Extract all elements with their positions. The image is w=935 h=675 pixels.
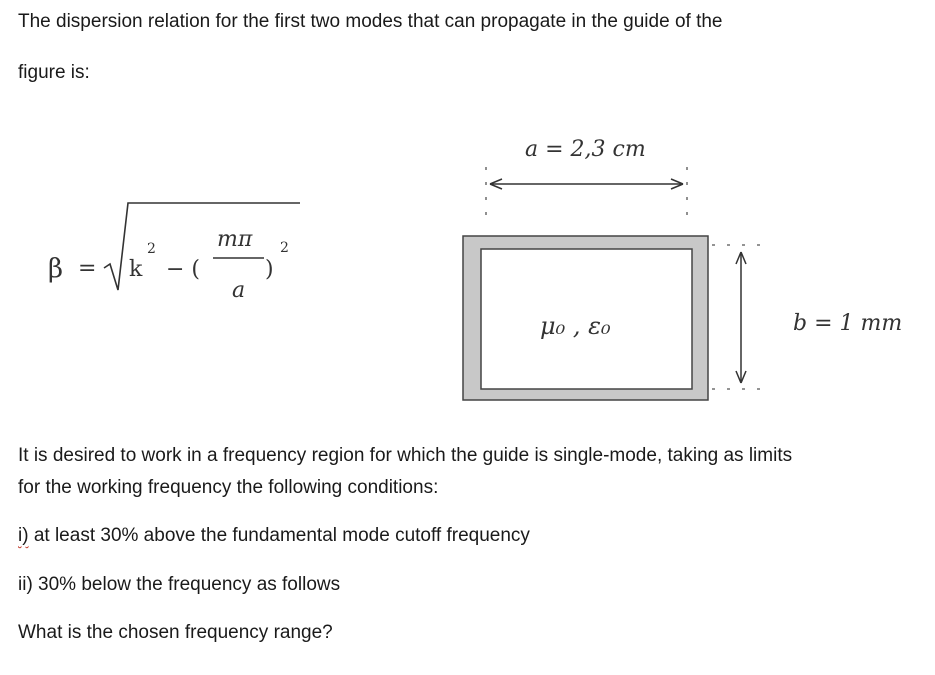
k-symbol: k xyxy=(129,257,143,282)
equals-sign: = xyxy=(78,256,97,281)
condition-1-marker: i) xyxy=(18,525,29,546)
problem-line-2: for the working frequency the following conditions: xyxy=(18,477,439,498)
problem-line-1: It is desired to work in a frequency region for which the guide is single-mode, taking as limits xyxy=(18,445,793,466)
k-exponent: 2 xyxy=(147,241,156,257)
condition-1 xyxy=(18,520,530,552)
outer-exponent: 2 xyxy=(280,240,289,256)
fraction-denominator: a xyxy=(232,278,246,303)
dispersion-formula xyxy=(48,203,300,303)
condition-2: ii) 30% below the frequency as follows xyxy=(18,574,341,595)
intro-line-2: figure is: xyxy=(18,62,90,83)
waveguide-diagram xyxy=(463,137,902,400)
medium-label: μ₀ , ε₀ xyxy=(540,312,611,340)
beta-symbol: β xyxy=(48,254,64,284)
height-label: b = 1 mm xyxy=(793,311,903,336)
fraction-numerator: mπ xyxy=(217,227,253,252)
close-paren: ) xyxy=(265,257,274,282)
minus-paren: − ( xyxy=(166,257,201,282)
width-label: a = 2,3 cm xyxy=(525,137,646,162)
question: What is the chosen frequency range? xyxy=(18,622,333,643)
condition-1-text: at least 30% above the fundamental mode cutoff frequency xyxy=(28,525,530,546)
intro-line-1: The dispersion relation for the first two modes that can propagate in the guide of the xyxy=(18,11,723,32)
